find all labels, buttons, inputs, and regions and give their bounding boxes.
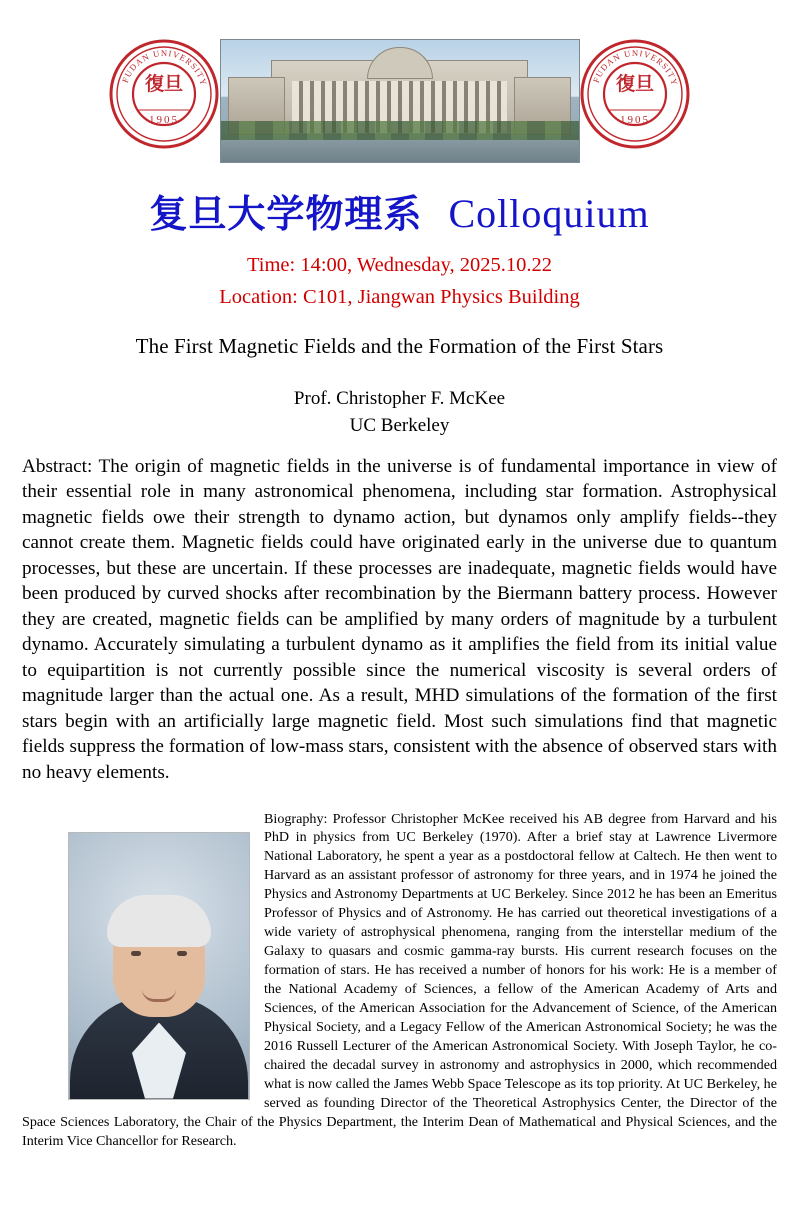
page-title bbox=[0, 192, 799, 236]
speaker-affiliation: UC Berkeley bbox=[349, 415, 450, 437]
poster-page bbox=[0, 22, 799, 1209]
talk-title: The First Magnetic Fields and the Formation of the First Stars bbox=[135, 333, 664, 358]
fudan-university-seal-left-icon bbox=[108, 38, 220, 150]
poster-header bbox=[0, 22, 799, 180]
svg-text:復旦: 復旦 bbox=[615, 73, 655, 95]
speaker-block bbox=[0, 385, 799, 440]
speaker-name: Prof. Christopher F. McKee bbox=[293, 387, 506, 409]
page-title-chinese: 复旦大学物理系 bbox=[149, 192, 423, 236]
page-title-english: Colloquium bbox=[448, 191, 650, 236]
fudan-university-seal-right-icon bbox=[579, 38, 691, 150]
abstract-text: Abstract: The origin of magnetic fields in the universe is of fundamental importance in view of their essential role in many astronomical phenomena, including star formation. Astrophysical magnetic fields owe their strength to dynamo action, but dynamos only amplify fields--they cannot create them. Magnetic fields could have originated early in the universe due to quantum processes, but these are uncertain. If these processes are inadequate, magnetic fields would have been produced by curved shocks after recombination by the Biermann battery process. However they are created, magnetic fields can be amplified by many orders of magnitude by a turbulent dynamo. Accurately simulating a turbulent dynamo as it amplifies the field from its initial value to equipartition is not currently possible since the numerical viscosity is several orders of magnitude larger than the actual one. As a result, MHD simulations of the formation of the first stars begin with an artificially large magnetic field. Most such simulations find that magnetic fields suppress the formation of low-mass stars, consistent with the absence of observed stars with no heavy elements. bbox=[22, 455, 777, 783]
biography-section bbox=[22, 810, 777, 1151]
svg-text:復旦: 復旦 bbox=[144, 73, 184, 95]
svg-text:1905: 1905 bbox=[149, 114, 179, 126]
event-meta bbox=[0, 250, 799, 314]
event-time: Time: 14:00, Wednesday, 2025.10.22 bbox=[246, 254, 553, 276]
event-location: Location: C101, Jiangwan Physics Building bbox=[219, 285, 580, 308]
svg-text:FUDAN UNIVERSITY: FUDAN UNIVERSITY bbox=[119, 47, 210, 88]
svg-text:FUDAN UNIVERSITY: FUDAN UNIVERSITY bbox=[590, 47, 681, 88]
speaker-portrait bbox=[68, 832, 250, 1100]
svg-text:1905: 1905 bbox=[620, 114, 650, 126]
biography-text: Biography: Professor Christopher McKee received his AB degree from Harvard and his PhD in physics from UC Berkeley (1970). After a brief stay at Lawrence Livermore National Laboratory, he spent a year as a postdoctoral fellow at Caltech. He then went to Harvard as an assistant professor of astronomy for three years, and in 1974 he joined the Physics and Astronomy Departments at UC Berkeley. Since 2012 he has been an Emeritus Professor of Physics and of Astronomy. He has carried out theoretical investigations of a wide variety of astrophysical phenomena, ranging from the interstellar medium of the Galaxy to quasars and cosmic gamma-ray bursts. His current research focuses on the formation of stars. He has received a number of honors for his work: He is a member of the National Academy of Sciences, a fellow of the American Academy of Arts and Sciences, of the American Association for the Advancement of Science, of the American Physical Society, and a Legacy Fellow of the American Astronomical Society; he was the 2016 Russell Lecturer of the American Astronomical Society. With Joseph Taylor, he co-chaired the decadal survey in astronomy and astrophysics in 2000, which recommended what is now called the James Webb Space Telescope as its top priority. At UC Berkeley, he served as founding Director of the Theoretical Astrophysics Center, the Director of the Space Sciences Laboratory, the Chair of the Physics Department, the Interim Dean of Mathematical and Physical Sciences, and the Interim Vice Chancellor for Research. bbox=[22, 810, 777, 1149]
campus-building-photo bbox=[220, 39, 580, 163]
